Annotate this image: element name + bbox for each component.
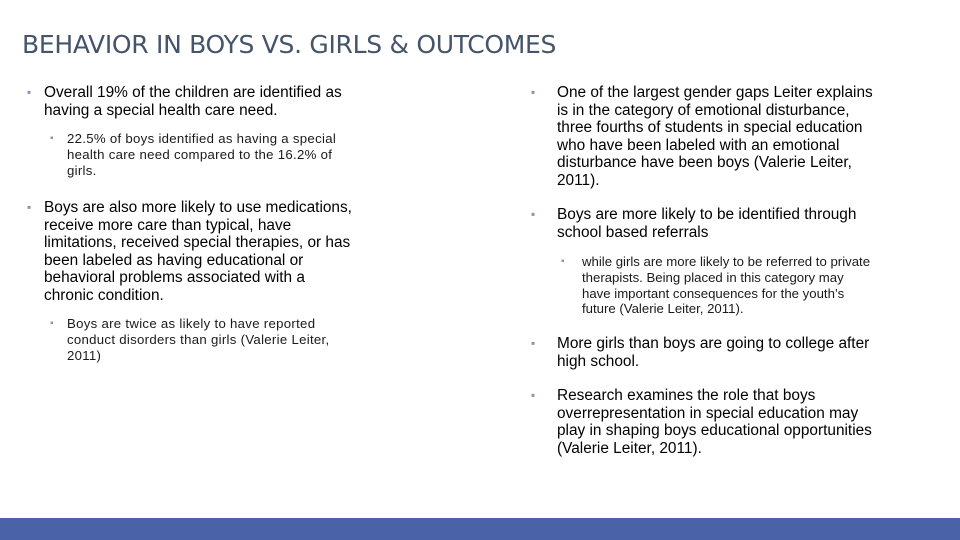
square-bullet-icon: ▪: [27, 200, 32, 214]
sub-bullet-conduct-disorders: [27, 316, 357, 364]
bullet-text: One of the largest gender gaps Leiter explains is in the category of emotional disturbance, three fourths of students in special education who have been labeled with an emotional disturbance have been boys (Valerie Leiter, 2011).: [557, 84, 873, 189]
square-bullet-icon: ▪: [561, 256, 565, 267]
right-column: [529, 84, 874, 457]
square-bullet-icon: ▪: [531, 388, 536, 403]
sub-bullet-boys-vs-girls-percent: [27, 131, 357, 179]
bullet-text: while girls are more likely to be referred to private therapists. Being placed in this category may have important consequences for the youth’s future (Valerie Leiter, 2011).: [582, 254, 871, 317]
square-bullet-icon: ▪: [531, 336, 536, 351]
bullet-boys-more-likely-medications: [27, 199, 357, 304]
sub-bullet-private-therapists: [529, 254, 874, 317]
bullet-text: More girls than boys are going to college after high school.: [557, 335, 870, 370]
bullet-overall-19-percent: [27, 84, 357, 119]
bullet-text: Boys are twice as likely to have reported conduct disorders than girls (Valerie Leiter, 2011): [67, 316, 330, 363]
bullet-text: Boys are also more likely to use medications, receive more care than typical, have limitations, received special therapies, or has been labeled as having educational or behavioral problems associated with a chronic condition.: [44, 199, 352, 304]
bullet-text: 22.5% of boys identified as having a special health care need compared to the 16.2% of girls.: [67, 131, 337, 178]
square-bullet-icon: ▪: [50, 318, 54, 329]
slide-title: BEHAVIOR IN BOYS VS. GIRLS & OUTCOMES: [22, 30, 557, 59]
bullet-gender-gap-emotional-disturbance: [529, 84, 874, 189]
bullet-research-overrepresentation: [529, 387, 874, 457]
bullet-text: Research examines the role that boys overrepresentation in special education may play in shaping boys educational opportunities (Valerie Leiter, 2011).: [557, 387, 872, 457]
square-bullet-icon: ▪: [27, 85, 32, 99]
bullet-girls-college: [529, 335, 874, 370]
footer-accent-bar: [0, 518, 960, 540]
bullet-text: Boys are more likely to be identified through school based referrals: [557, 206, 857, 241]
left-column: [27, 84, 357, 364]
bullet-school-based-referrals: [529, 206, 874, 241]
square-bullet-icon: ▪: [531, 207, 536, 221]
square-bullet-icon: ▪: [531, 85, 536, 99]
bullet-text: Overall 19% of the children are identified as having a special health care need.: [44, 84, 342, 119]
square-bullet-icon: ▪: [50, 133, 54, 144]
